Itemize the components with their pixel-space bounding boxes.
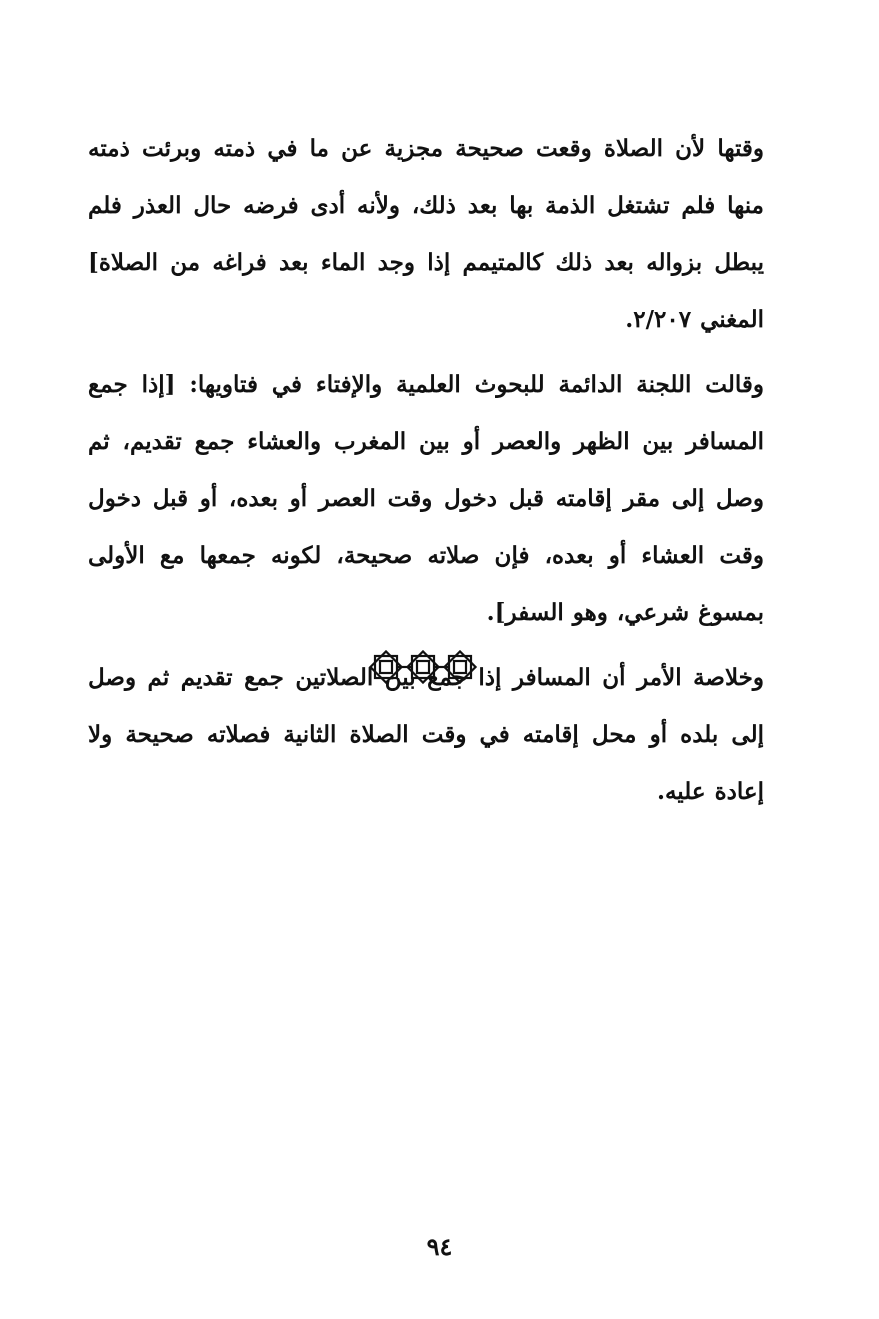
ornament-star-1 [370,651,401,682]
page-body [88,120,764,828]
ornament-svg [368,647,478,687]
page-number: ٩٤ [426,1232,453,1261]
three-star-ornament-icon [368,647,478,687]
paragraph-2: وقالت اللجنة الدائمة للبحوث العلمية والإفتاء في فتاويها: [إذا جمع المسافر بين الظهر والعصر أو بين المغرب والعشاء جمع تقديم، ثم وصل إلى مقر إقامته قبل دخول وقت العصر أو بعده، أو قبل دخول وقت العشاء أو بعده، فإن صلاته صحيحة، لكونه جمعها مع الأولى بمسوغ شرعي، وهو السفر]. [88,371,764,626]
paragraph-1: وقتها لأن الصلاة وقعت صحيحة مجزية عن ما في ذمته وبرئت ذمته منها فلم تشتغل الذمة بها بعد ذلك، ولأنه أدى فرضه حال العذر فلم يبطل بزواله بعد ذلك كالمتيمم إذا وجد الماء بعد فراغه من الصلاة] المغني ٢/٢٠٧. [88,135,764,333]
ornament-star-3 [444,651,475,682]
paragraph-3: وخلاصة الأمر أن المسافر إذا جمع بين الصلاتين جمع تقديم ثم وصل إلى بلده أو محل إقامته في وقت الصلاة الثانية فصلاته صحيحة ولا إعادة عليه. [88,664,764,805]
ornament-star-2 [407,651,438,682]
